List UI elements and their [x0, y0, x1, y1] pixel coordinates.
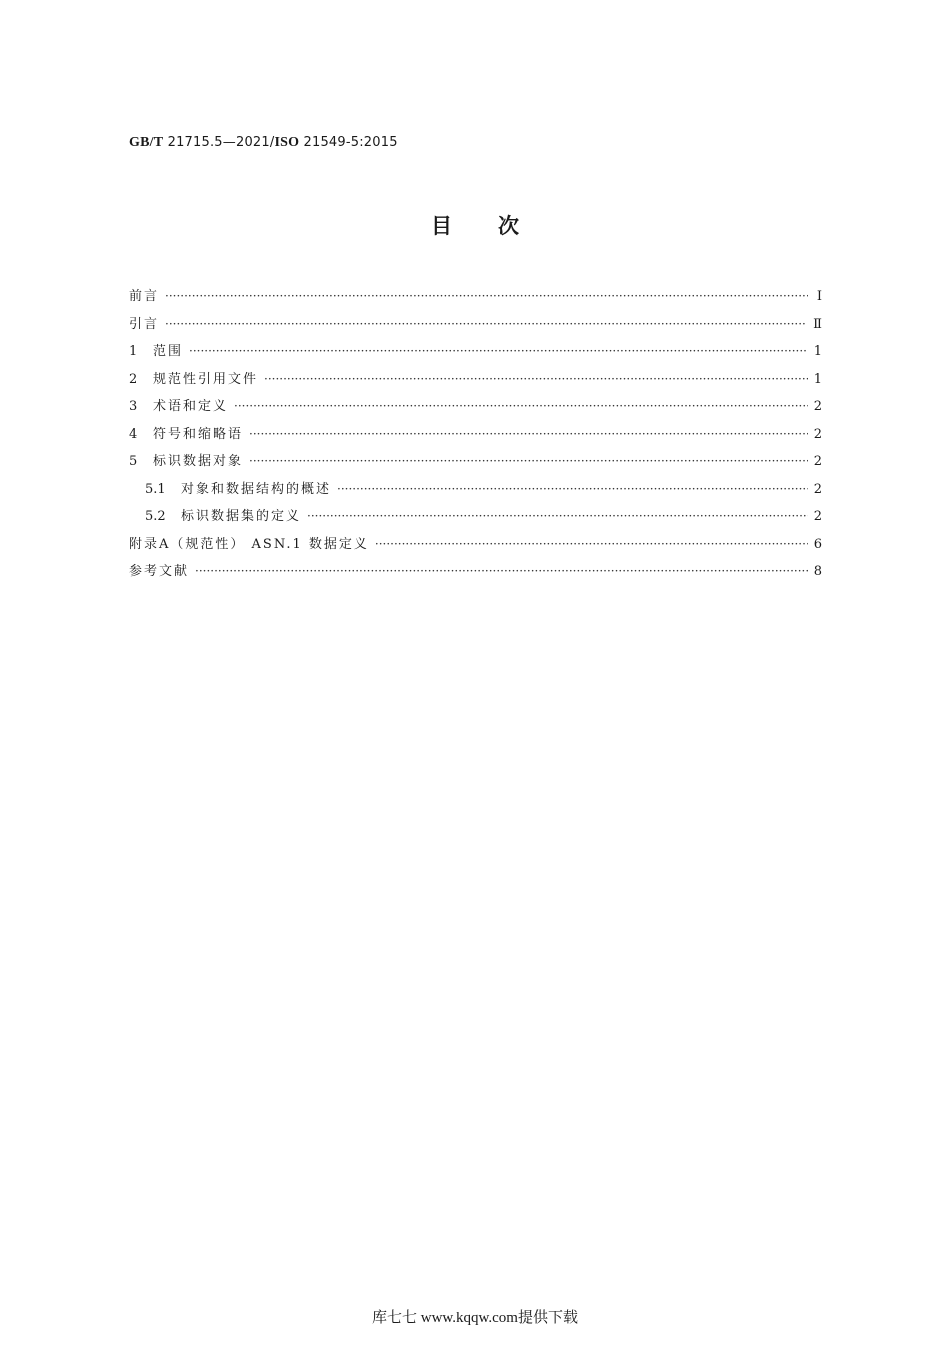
standard-number — [129, 135, 398, 151]
toc-label: 标识数据对象 — [153, 454, 244, 469]
toc-section-number: 5 — [129, 454, 138, 469]
dot-leader — [249, 421, 808, 449]
iso-number: 21549-5:2015 — [303, 135, 398, 150]
download-footer: 库七七 www.kqqw.com提供下载 — [372, 1310, 578, 1326]
toc-section-number: 4 — [129, 426, 138, 442]
toc-entry-terms[interactable] — [129, 393, 822, 421]
toc-label: 附录A（规范性） ASN.1 数据定义 — [129, 536, 369, 552]
toc-section-number: 5.1 — [145, 481, 166, 497]
toc-page-number: 2 — [813, 481, 822, 497]
toc-label: 参考文献 — [129, 564, 190, 579]
toc-page-number: 1 — [813, 371, 822, 387]
toc-page-number: 2 — [813, 426, 822, 442]
toc-page-number: 8 — [813, 564, 822, 579]
dot-leader — [165, 311, 807, 339]
toc-label: 前言 — [129, 289, 160, 304]
dot-leader — [234, 393, 808, 421]
toc-section-number: 5.2 — [145, 509, 166, 524]
toc-entry-annex-a[interactable] — [129, 531, 822, 559]
dot-leader — [337, 476, 808, 504]
toc-page-number: 6 — [813, 536, 822, 552]
std-prefix: GB/T — [129, 135, 164, 150]
table-of-contents — [129, 283, 822, 586]
toc-entry-overview[interactable] — [129, 476, 822, 504]
toc-page-number: 1 — [813, 344, 822, 359]
toc-label: 对象和数据结构的概述 — [181, 481, 332, 497]
toc-page-number: 2 — [813, 399, 822, 414]
std-number: 21715.5—2021/ — [167, 135, 275, 150]
dot-leader — [165, 283, 808, 311]
dot-leader — [249, 448, 808, 476]
toc-page-number: 2 — [813, 509, 822, 524]
dot-leader — [307, 503, 808, 531]
toc-label: 规范性引用文件 — [153, 371, 259, 387]
toc-section-number: 1 — [129, 344, 138, 359]
toc-label: 符号和缩略语 — [153, 426, 244, 442]
toc-page-number: Ⅰ — [816, 289, 822, 304]
dot-leader — [264, 366, 808, 394]
toc-entry-normative-references[interactable] — [129, 366, 822, 394]
toc-entry-scope[interactable] — [129, 338, 822, 366]
toc-entry-bibliography[interactable] — [129, 558, 822, 586]
dot-leader — [195, 558, 808, 586]
toc-page-number: 2 — [813, 454, 822, 469]
toc-entry-dataset-definition[interactable] — [129, 503, 822, 531]
toc-section-number: 2 — [129, 371, 138, 387]
toc-entry-symbols[interactable] — [129, 421, 822, 449]
dot-leader — [375, 531, 808, 559]
dot-leader — [189, 338, 808, 366]
toc-label: 引言 — [129, 316, 160, 332]
toc-page-number: Ⅱ — [813, 316, 822, 332]
toc-entry-introduction[interactable] — [129, 311, 822, 339]
toc-label: 术语和定义 — [153, 399, 229, 414]
page-title: 目次 — [431, 214, 565, 238]
toc-label: 范围 — [153, 344, 184, 359]
toc-entry-identification-objects[interactable] — [129, 448, 822, 476]
toc-section-number: 3 — [129, 399, 138, 414]
toc-label: 标识数据集的定义 — [181, 509, 302, 524]
iso-prefix: ISO — [274, 135, 300, 150]
toc-entry-foreword[interactable] — [129, 283, 822, 311]
